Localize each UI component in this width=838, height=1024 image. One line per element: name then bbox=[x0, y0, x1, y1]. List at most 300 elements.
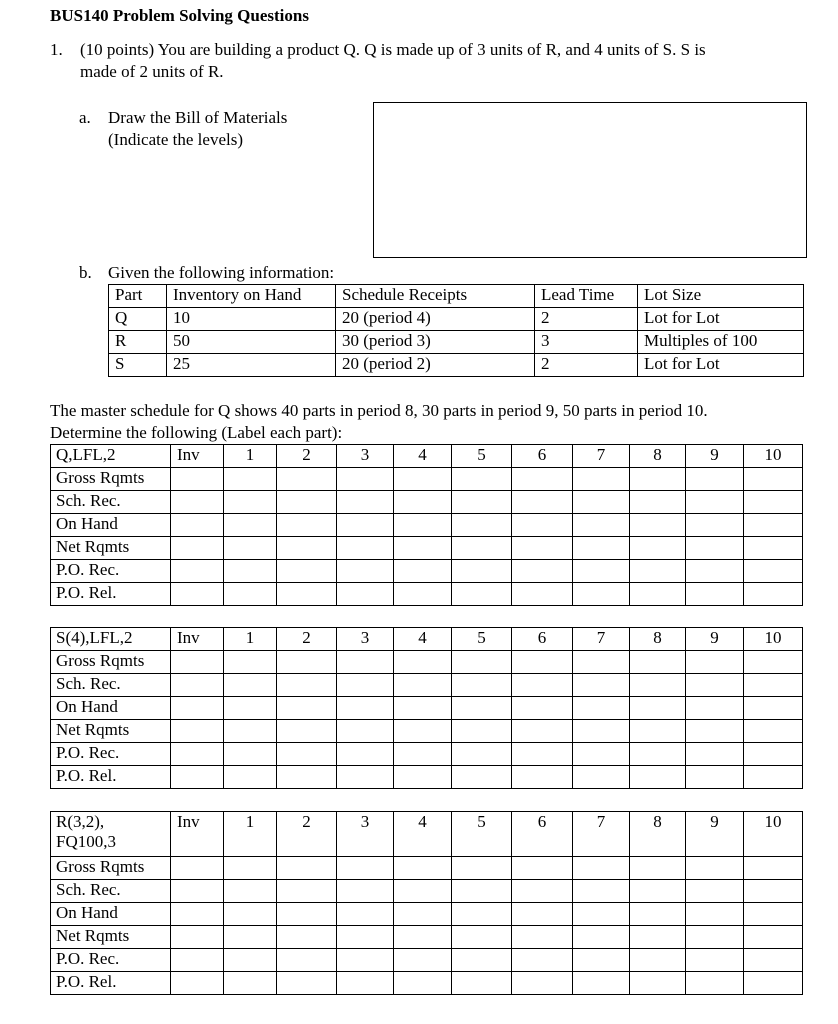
mrp-answer-cell[interactable] bbox=[224, 857, 277, 880]
mrp-answer-cell[interactable] bbox=[512, 560, 573, 583]
table-cell: 30 (period 3) bbox=[336, 331, 535, 354]
mrp-item-label-line: FQ100,3 bbox=[56, 832, 116, 851]
table-cell: R bbox=[109, 331, 167, 354]
mrp-answer-cell[interactable] bbox=[224, 560, 277, 583]
mrp-answer-cell[interactable] bbox=[337, 560, 394, 583]
table-row bbox=[51, 743, 803, 766]
mrp-period-header: 2 bbox=[277, 445, 337, 468]
mrp-answer-cell[interactable] bbox=[224, 926, 277, 949]
info-table bbox=[108, 284, 804, 377]
question-text-line2: made of 2 units of R. bbox=[80, 62, 224, 81]
mrp-row-label: Sch. Rec. bbox=[51, 674, 171, 697]
mrp-answer-cell[interactable] bbox=[224, 743, 277, 766]
mrp-answer-cell[interactable] bbox=[630, 697, 686, 720]
mrp-answer-cell[interactable] bbox=[224, 949, 277, 972]
mrp-answer-cell[interactable] bbox=[686, 766, 744, 789]
mrp-item-label-line: S(4),LFL,2 bbox=[56, 628, 133, 647]
mrp-answer-cell[interactable] bbox=[337, 697, 394, 720]
mrp-header-row bbox=[51, 812, 803, 857]
mrp-answer-cell[interactable] bbox=[744, 720, 803, 743]
bom-answer-box[interactable] bbox=[373, 102, 807, 258]
mrp-table-r bbox=[50, 811, 803, 995]
mrp-answer-cell[interactable] bbox=[630, 468, 686, 491]
table-cell: S bbox=[109, 354, 167, 377]
mrp-answer-cell[interactable] bbox=[394, 926, 452, 949]
mrp-answer-cell[interactable] bbox=[630, 514, 686, 537]
table-row bbox=[109, 308, 804, 331]
mrp-answer-cell[interactable] bbox=[744, 651, 803, 674]
mrp-answer-cell[interactable] bbox=[171, 560, 224, 583]
mrp-answer-cell[interactable] bbox=[686, 651, 744, 674]
mrp-answer-cell[interactable] bbox=[452, 857, 512, 880]
mrp-answer-cell[interactable] bbox=[224, 972, 277, 995]
mrp-period-header: 8 bbox=[630, 628, 686, 651]
mrp-answer-cell[interactable] bbox=[394, 972, 452, 995]
mrp-answer-cell[interactable] bbox=[686, 949, 744, 972]
part-b-letter: b. bbox=[79, 263, 92, 282]
mrp-answer-cell[interactable] bbox=[630, 880, 686, 903]
mrp-answer-cell[interactable] bbox=[744, 972, 803, 995]
mrp-answer-cell[interactable] bbox=[394, 468, 452, 491]
table-row bbox=[51, 972, 803, 995]
mrp-answer-cell[interactable] bbox=[452, 468, 512, 491]
mrp-answer-cell[interactable] bbox=[744, 468, 803, 491]
mrp-answer-cell[interactable] bbox=[630, 926, 686, 949]
mrp-answer-cell[interactable] bbox=[744, 743, 803, 766]
mrp-answer-cell[interactable] bbox=[512, 514, 573, 537]
mrp-answer-cell[interactable] bbox=[512, 857, 573, 880]
mrp-answer-cell[interactable] bbox=[630, 720, 686, 743]
mrp-answer-cell[interactable] bbox=[744, 514, 803, 537]
mrp-answer-cell[interactable] bbox=[512, 766, 573, 789]
mrp-answer-cell[interactable] bbox=[573, 720, 630, 743]
mrp-period-header: 4 bbox=[394, 445, 452, 468]
mrp-answer-cell[interactable] bbox=[337, 651, 394, 674]
mrp-answer-cell[interactable] bbox=[686, 720, 744, 743]
mrp-answer-cell[interactable] bbox=[337, 880, 394, 903]
mrp-answer-cell[interactable] bbox=[573, 743, 630, 766]
mrp-period-header: 4 bbox=[394, 812, 452, 857]
header-cell: Part bbox=[109, 285, 167, 308]
mrp-answer-cell[interactable] bbox=[630, 949, 686, 972]
table-row bbox=[51, 926, 803, 949]
mrp-answer-cell[interactable] bbox=[630, 972, 686, 995]
mrp-answer-cell[interactable] bbox=[512, 949, 573, 972]
mrp-answer-cell[interactable] bbox=[452, 491, 512, 514]
mrp-answer-cell[interactable] bbox=[744, 674, 803, 697]
mrp-answer-cell[interactable] bbox=[277, 674, 337, 697]
mrp-answer-cell[interactable] bbox=[512, 880, 573, 903]
mrp-answer-cell[interactable] bbox=[744, 583, 803, 606]
mrp-answer-cell[interactable] bbox=[686, 583, 744, 606]
mrp-answer-cell[interactable] bbox=[686, 926, 744, 949]
mrp-answer-cell[interactable] bbox=[394, 583, 452, 606]
mrp-answer-cell[interactable] bbox=[452, 674, 512, 697]
table-cell: Lot for Lot bbox=[638, 354, 804, 377]
mrp-answer-cell[interactable] bbox=[452, 880, 512, 903]
mrp-answer-cell[interactable] bbox=[630, 560, 686, 583]
mrp-answer-cell[interactable] bbox=[573, 697, 630, 720]
mrp-row-label: P.O. Rel. bbox=[51, 972, 171, 995]
mrp-answer-cell[interactable] bbox=[171, 880, 224, 903]
mrp-answer-cell[interactable] bbox=[171, 857, 224, 880]
mrp-answer-cell[interactable] bbox=[337, 491, 394, 514]
mrp-period-header: 3 bbox=[337, 628, 394, 651]
mrp-inv-header: Inv bbox=[171, 812, 224, 857]
mrp-answer-cell[interactable] bbox=[277, 697, 337, 720]
table-row bbox=[51, 766, 803, 789]
table-row bbox=[51, 674, 803, 697]
mrp-answer-cell[interactable] bbox=[337, 514, 394, 537]
part-a-letter: a. bbox=[79, 108, 91, 127]
mrp-period-header: 1 bbox=[224, 628, 277, 651]
mrp-answer-cell[interactable] bbox=[686, 537, 744, 560]
header-cell: Lead Time bbox=[535, 285, 638, 308]
mrp-answer-cell[interactable] bbox=[277, 949, 337, 972]
mrp-answer-cell[interactable] bbox=[171, 743, 224, 766]
mrp-period-header: 3 bbox=[337, 812, 394, 857]
mrp-item-label bbox=[51, 445, 171, 468]
mrp-answer-cell[interactable] bbox=[171, 903, 224, 926]
mrp-answer-cell[interactable] bbox=[224, 674, 277, 697]
mrp-answer-cell[interactable] bbox=[452, 926, 512, 949]
mrp-item-label-line: Q,LFL,2 bbox=[56, 445, 116, 464]
mrp-answer-cell[interactable] bbox=[452, 949, 512, 972]
mrp-answer-cell[interactable] bbox=[573, 926, 630, 949]
mrp-period-header: 6 bbox=[512, 628, 573, 651]
mrp-answer-cell[interactable] bbox=[224, 880, 277, 903]
mrp-answer-cell[interactable] bbox=[744, 926, 803, 949]
mrp-answer-cell[interactable] bbox=[277, 880, 337, 903]
mrp-period-header: 6 bbox=[512, 812, 573, 857]
mrp-answer-cell[interactable] bbox=[277, 926, 337, 949]
mrp-answer-cell[interactable] bbox=[171, 697, 224, 720]
mrp-answer-cell[interactable] bbox=[394, 720, 452, 743]
mrp-answer-cell[interactable] bbox=[224, 514, 277, 537]
mrp-answer-cell[interactable] bbox=[394, 674, 452, 697]
mrp-answer-cell[interactable] bbox=[277, 857, 337, 880]
mrp-answer-cell[interactable] bbox=[686, 743, 744, 766]
mrp-answer-cell[interactable] bbox=[452, 766, 512, 789]
table-row bbox=[51, 903, 803, 926]
mrp-answer-cell[interactable] bbox=[512, 651, 573, 674]
mrp-row-label: On Hand bbox=[51, 514, 171, 537]
mrp-answer-cell[interactable] bbox=[337, 743, 394, 766]
mrp-item-label-line: R(3,2), bbox=[56, 812, 105, 831]
question-number: 1. bbox=[50, 40, 63, 59]
part-a-line2: (Indicate the levels) bbox=[108, 130, 243, 149]
table-row bbox=[51, 880, 803, 903]
mrp-answer-cell[interactable] bbox=[337, 857, 394, 880]
mrp-answer-cell[interactable] bbox=[686, 697, 744, 720]
table-row bbox=[109, 331, 804, 354]
mrp-period-header: 9 bbox=[686, 445, 744, 468]
mrp-answer-cell[interactable] bbox=[744, 560, 803, 583]
mrp-answer-cell[interactable] bbox=[277, 468, 337, 491]
mrp-answer-cell[interactable] bbox=[171, 468, 224, 491]
table-cell: 3 bbox=[535, 331, 638, 354]
mrp-answer-cell[interactable] bbox=[512, 972, 573, 995]
mrp-answer-cell[interactable] bbox=[171, 926, 224, 949]
table-cell: 20 (period 4) bbox=[336, 308, 535, 331]
mrp-answer-cell[interactable] bbox=[512, 674, 573, 697]
info-table-header bbox=[109, 285, 804, 308]
mrp-answer-cell[interactable] bbox=[394, 560, 452, 583]
mrp-period-header: 8 bbox=[630, 812, 686, 857]
mrp-inv-header: Inv bbox=[171, 628, 224, 651]
mrp-answer-cell[interactable] bbox=[573, 903, 630, 926]
mrp-answer-cell[interactable] bbox=[573, 583, 630, 606]
mrp-answer-cell[interactable] bbox=[171, 651, 224, 674]
mrp-answer-cell[interactable] bbox=[573, 949, 630, 972]
mrp-row-label: On Hand bbox=[51, 903, 171, 926]
part-a-line1: Draw the Bill of Materials bbox=[108, 108, 288, 127]
mrp-answer-cell[interactable] bbox=[337, 537, 394, 560]
mrp-period-header: 2 bbox=[277, 628, 337, 651]
mrp-row-label: Sch. Rec. bbox=[51, 491, 171, 514]
mrp-period-header: 5 bbox=[452, 445, 512, 468]
table-cell: 10 bbox=[167, 308, 336, 331]
mrp-answer-cell[interactable] bbox=[512, 720, 573, 743]
mrp-answer-cell[interactable] bbox=[452, 560, 512, 583]
table-row bbox=[51, 651, 803, 674]
mrp-period-header: 10 bbox=[744, 445, 803, 468]
mrp-period-header: 8 bbox=[630, 445, 686, 468]
table-row bbox=[109, 354, 804, 377]
mrp-answer-cell[interactable] bbox=[394, 491, 452, 514]
mrp-answer-cell[interactable] bbox=[630, 491, 686, 514]
mrp-answer-cell[interactable] bbox=[686, 674, 744, 697]
mrp-period-header: 5 bbox=[452, 628, 512, 651]
mrp-answer-cell[interactable] bbox=[686, 880, 744, 903]
mrp-answer-cell[interactable] bbox=[744, 949, 803, 972]
mrp-answer-cell[interactable] bbox=[744, 697, 803, 720]
header-cell: Inventory on Hand bbox=[167, 285, 336, 308]
mrp-answer-cell[interactable] bbox=[686, 560, 744, 583]
mrp-answer-cell[interactable] bbox=[394, 514, 452, 537]
mrp-answer-cell[interactable] bbox=[452, 720, 512, 743]
mrp-period-header: 10 bbox=[744, 628, 803, 651]
mrp-answer-cell[interactable] bbox=[394, 766, 452, 789]
table-row bbox=[51, 514, 803, 537]
mrp-answer-cell[interactable] bbox=[512, 743, 573, 766]
mrp-answer-cell[interactable] bbox=[573, 514, 630, 537]
mrp-answer-cell[interactable] bbox=[337, 583, 394, 606]
mrp-answer-cell[interactable] bbox=[452, 743, 512, 766]
mrp-answer-cell[interactable] bbox=[452, 583, 512, 606]
mrp-answer-cell[interactable] bbox=[171, 491, 224, 514]
mrp-answer-cell[interactable] bbox=[337, 926, 394, 949]
mrp-period-header: 7 bbox=[573, 445, 630, 468]
mrp-answer-cell[interactable] bbox=[573, 766, 630, 789]
mrp-answer-cell[interactable] bbox=[224, 720, 277, 743]
header-cell: Lot Size bbox=[638, 285, 804, 308]
mrp-answer-cell[interactable] bbox=[744, 857, 803, 880]
table-cell: 2 bbox=[535, 308, 638, 331]
mrp-row-label: Gross Rqmts bbox=[51, 857, 171, 880]
mrp-answer-cell[interactable] bbox=[394, 743, 452, 766]
mrp-answer-cell[interactable] bbox=[224, 583, 277, 606]
table-cell: Multiples of 100 bbox=[638, 331, 804, 354]
mrp-answer-cell[interactable] bbox=[277, 720, 337, 743]
mrp-answer-cell[interactable] bbox=[224, 491, 277, 514]
mrp-row-label: P.O. Rec. bbox=[51, 743, 171, 766]
mrp-answer-cell[interactable] bbox=[337, 468, 394, 491]
table-row bbox=[51, 560, 803, 583]
question-text-line1: (10 points) You are building a product Q. Q is made up of 3 units of R, and 4 units of S. S is bbox=[80, 40, 706, 59]
mrp-answer-cell[interactable] bbox=[394, 537, 452, 560]
mrp-period-header: 4 bbox=[394, 628, 452, 651]
mrp-period-header: 10 bbox=[744, 812, 803, 857]
mrp-row-label: Gross Rqmts bbox=[51, 468, 171, 491]
table-row bbox=[51, 468, 803, 491]
mrp-answer-cell[interactable] bbox=[630, 583, 686, 606]
mrp-answer-cell[interactable] bbox=[452, 514, 512, 537]
mrp-answer-cell[interactable] bbox=[452, 651, 512, 674]
mrp-answer-cell[interactable] bbox=[452, 903, 512, 926]
mrp-answer-cell[interactable] bbox=[744, 880, 803, 903]
table-row bbox=[51, 949, 803, 972]
mrp-answer-cell[interactable] bbox=[277, 972, 337, 995]
mrp-period-header: 9 bbox=[686, 628, 744, 651]
mrp-answer-cell[interactable] bbox=[512, 926, 573, 949]
mrp-answer-cell[interactable] bbox=[686, 903, 744, 926]
mrp-period-header: 6 bbox=[512, 445, 573, 468]
mrp-answer-cell[interactable] bbox=[512, 468, 573, 491]
mrp-period-header: 9 bbox=[686, 812, 744, 857]
mrp-answer-cell[interactable] bbox=[277, 583, 337, 606]
mrp-answer-cell[interactable] bbox=[630, 903, 686, 926]
mrp-row-label: On Hand bbox=[51, 697, 171, 720]
mrp-answer-cell[interactable] bbox=[337, 766, 394, 789]
mrp-answer-cell[interactable] bbox=[630, 743, 686, 766]
mrp-answer-cell[interactable] bbox=[394, 697, 452, 720]
mrp-answer-cell[interactable] bbox=[512, 903, 573, 926]
mrp-answer-cell[interactable] bbox=[394, 880, 452, 903]
mrp-answer-cell[interactable] bbox=[686, 972, 744, 995]
table-row bbox=[51, 857, 803, 880]
table-row bbox=[51, 537, 803, 560]
mrp-answer-cell[interactable] bbox=[224, 651, 277, 674]
mrp-table-s bbox=[50, 627, 803, 789]
mrp-answer-cell[interactable] bbox=[573, 537, 630, 560]
mrp-answer-cell[interactable] bbox=[277, 743, 337, 766]
mrp-table-q bbox=[50, 444, 803, 606]
mrp-period-header: 5 bbox=[452, 812, 512, 857]
mrp-answer-cell[interactable] bbox=[277, 537, 337, 560]
mrp-row-label: P.O. Rel. bbox=[51, 583, 171, 606]
mrp-period-header: 1 bbox=[224, 812, 277, 857]
mrp-answer-cell[interactable] bbox=[224, 766, 277, 789]
mrp-period-header: 2 bbox=[277, 812, 337, 857]
mrp-answer-cell[interactable] bbox=[573, 674, 630, 697]
table-cell: 2 bbox=[535, 354, 638, 377]
mrp-answer-cell[interactable] bbox=[744, 903, 803, 926]
mrp-answer-cell[interactable] bbox=[394, 857, 452, 880]
mrp-answer-cell[interactable] bbox=[573, 560, 630, 583]
mrp-answer-cell[interactable] bbox=[171, 537, 224, 560]
mrp-answer-cell[interactable] bbox=[512, 583, 573, 606]
part-b-intro: Given the following information: bbox=[108, 263, 335, 282]
mrp-answer-cell[interactable] bbox=[512, 697, 573, 720]
mrp-answer-cell[interactable] bbox=[573, 651, 630, 674]
mrp-answer-cell[interactable] bbox=[744, 766, 803, 789]
mrp-answer-cell[interactable] bbox=[573, 880, 630, 903]
mrp-answer-cell[interactable] bbox=[512, 491, 573, 514]
mrp-answer-cell[interactable] bbox=[171, 583, 224, 606]
mrp-period-header: 7 bbox=[573, 812, 630, 857]
mrp-answer-cell[interactable] bbox=[630, 857, 686, 880]
mrp-answer-cell[interactable] bbox=[394, 949, 452, 972]
mrp-answer-cell[interactable] bbox=[337, 674, 394, 697]
mrp-answer-cell[interactable] bbox=[686, 857, 744, 880]
mrp-answer-cell[interactable] bbox=[394, 903, 452, 926]
mrp-answer-cell[interactable] bbox=[277, 651, 337, 674]
mrp-answer-cell[interactable] bbox=[171, 972, 224, 995]
mrp-answer-cell[interactable] bbox=[224, 468, 277, 491]
mrp-period-header: 1 bbox=[224, 445, 277, 468]
mrp-answer-cell[interactable] bbox=[744, 491, 803, 514]
mrp-answer-cell[interactable] bbox=[630, 651, 686, 674]
mrp-answer-cell[interactable] bbox=[573, 857, 630, 880]
mrp-answer-cell[interactable] bbox=[277, 560, 337, 583]
mrp-answer-cell[interactable] bbox=[337, 949, 394, 972]
mrp-answer-cell[interactable] bbox=[452, 697, 512, 720]
mrp-answer-cell[interactable] bbox=[452, 537, 512, 560]
mrp-answer-cell[interactable] bbox=[630, 674, 686, 697]
mrp-answer-cell[interactable] bbox=[171, 766, 224, 789]
mrp-answer-cell[interactable] bbox=[630, 766, 686, 789]
table-row bbox=[51, 583, 803, 606]
mrp-answer-cell[interactable] bbox=[171, 949, 224, 972]
mrp-answer-cell[interactable] bbox=[224, 537, 277, 560]
mrp-answer-cell[interactable] bbox=[171, 720, 224, 743]
mrp-row-label: P.O. Rec. bbox=[51, 560, 171, 583]
mrp-answer-cell[interactable] bbox=[171, 514, 224, 537]
mrp-row-label: Gross Rqmts bbox=[51, 651, 171, 674]
mrp-answer-cell[interactable] bbox=[277, 491, 337, 514]
table-row bbox=[51, 491, 803, 514]
mrp-answer-cell[interactable] bbox=[744, 537, 803, 560]
mrp-answer-cell[interactable] bbox=[512, 537, 573, 560]
mrp-answer-cell[interactable] bbox=[573, 491, 630, 514]
mrp-answer-cell[interactable] bbox=[630, 537, 686, 560]
mrp-answer-cell[interactable] bbox=[452, 972, 512, 995]
mrp-answer-cell[interactable] bbox=[337, 972, 394, 995]
mrp-row-label: P.O. Rel. bbox=[51, 766, 171, 789]
table-row bbox=[51, 697, 803, 720]
mrp-answer-cell[interactable] bbox=[686, 491, 744, 514]
mrp-answer-cell[interactable] bbox=[337, 903, 394, 926]
mrp-answer-cell[interactable] bbox=[573, 468, 630, 491]
mrp-answer-cell[interactable] bbox=[277, 766, 337, 789]
mrp-answer-cell[interactable] bbox=[277, 903, 337, 926]
mrp-answer-cell[interactable] bbox=[686, 514, 744, 537]
mrp-answer-cell[interactable] bbox=[394, 651, 452, 674]
mrp-answer-cell[interactable] bbox=[686, 468, 744, 491]
mrp-answer-cell[interactable] bbox=[224, 903, 277, 926]
page-title: BUS140 Problem Solving Questions bbox=[50, 6, 309, 25]
mrp-answer-cell[interactable] bbox=[277, 514, 337, 537]
table-cell: 25 bbox=[167, 354, 336, 377]
mrp-answer-cell[interactable] bbox=[573, 972, 630, 995]
mrp-row-label: Net Rqmts bbox=[51, 926, 171, 949]
mrp-answer-cell[interactable] bbox=[171, 674, 224, 697]
mrp-row-label: Net Rqmts bbox=[51, 537, 171, 560]
header-cell: Schedule Receipts bbox=[336, 285, 535, 308]
mrp-answer-cell[interactable] bbox=[337, 720, 394, 743]
mrp-answer-cell[interactable] bbox=[224, 697, 277, 720]
